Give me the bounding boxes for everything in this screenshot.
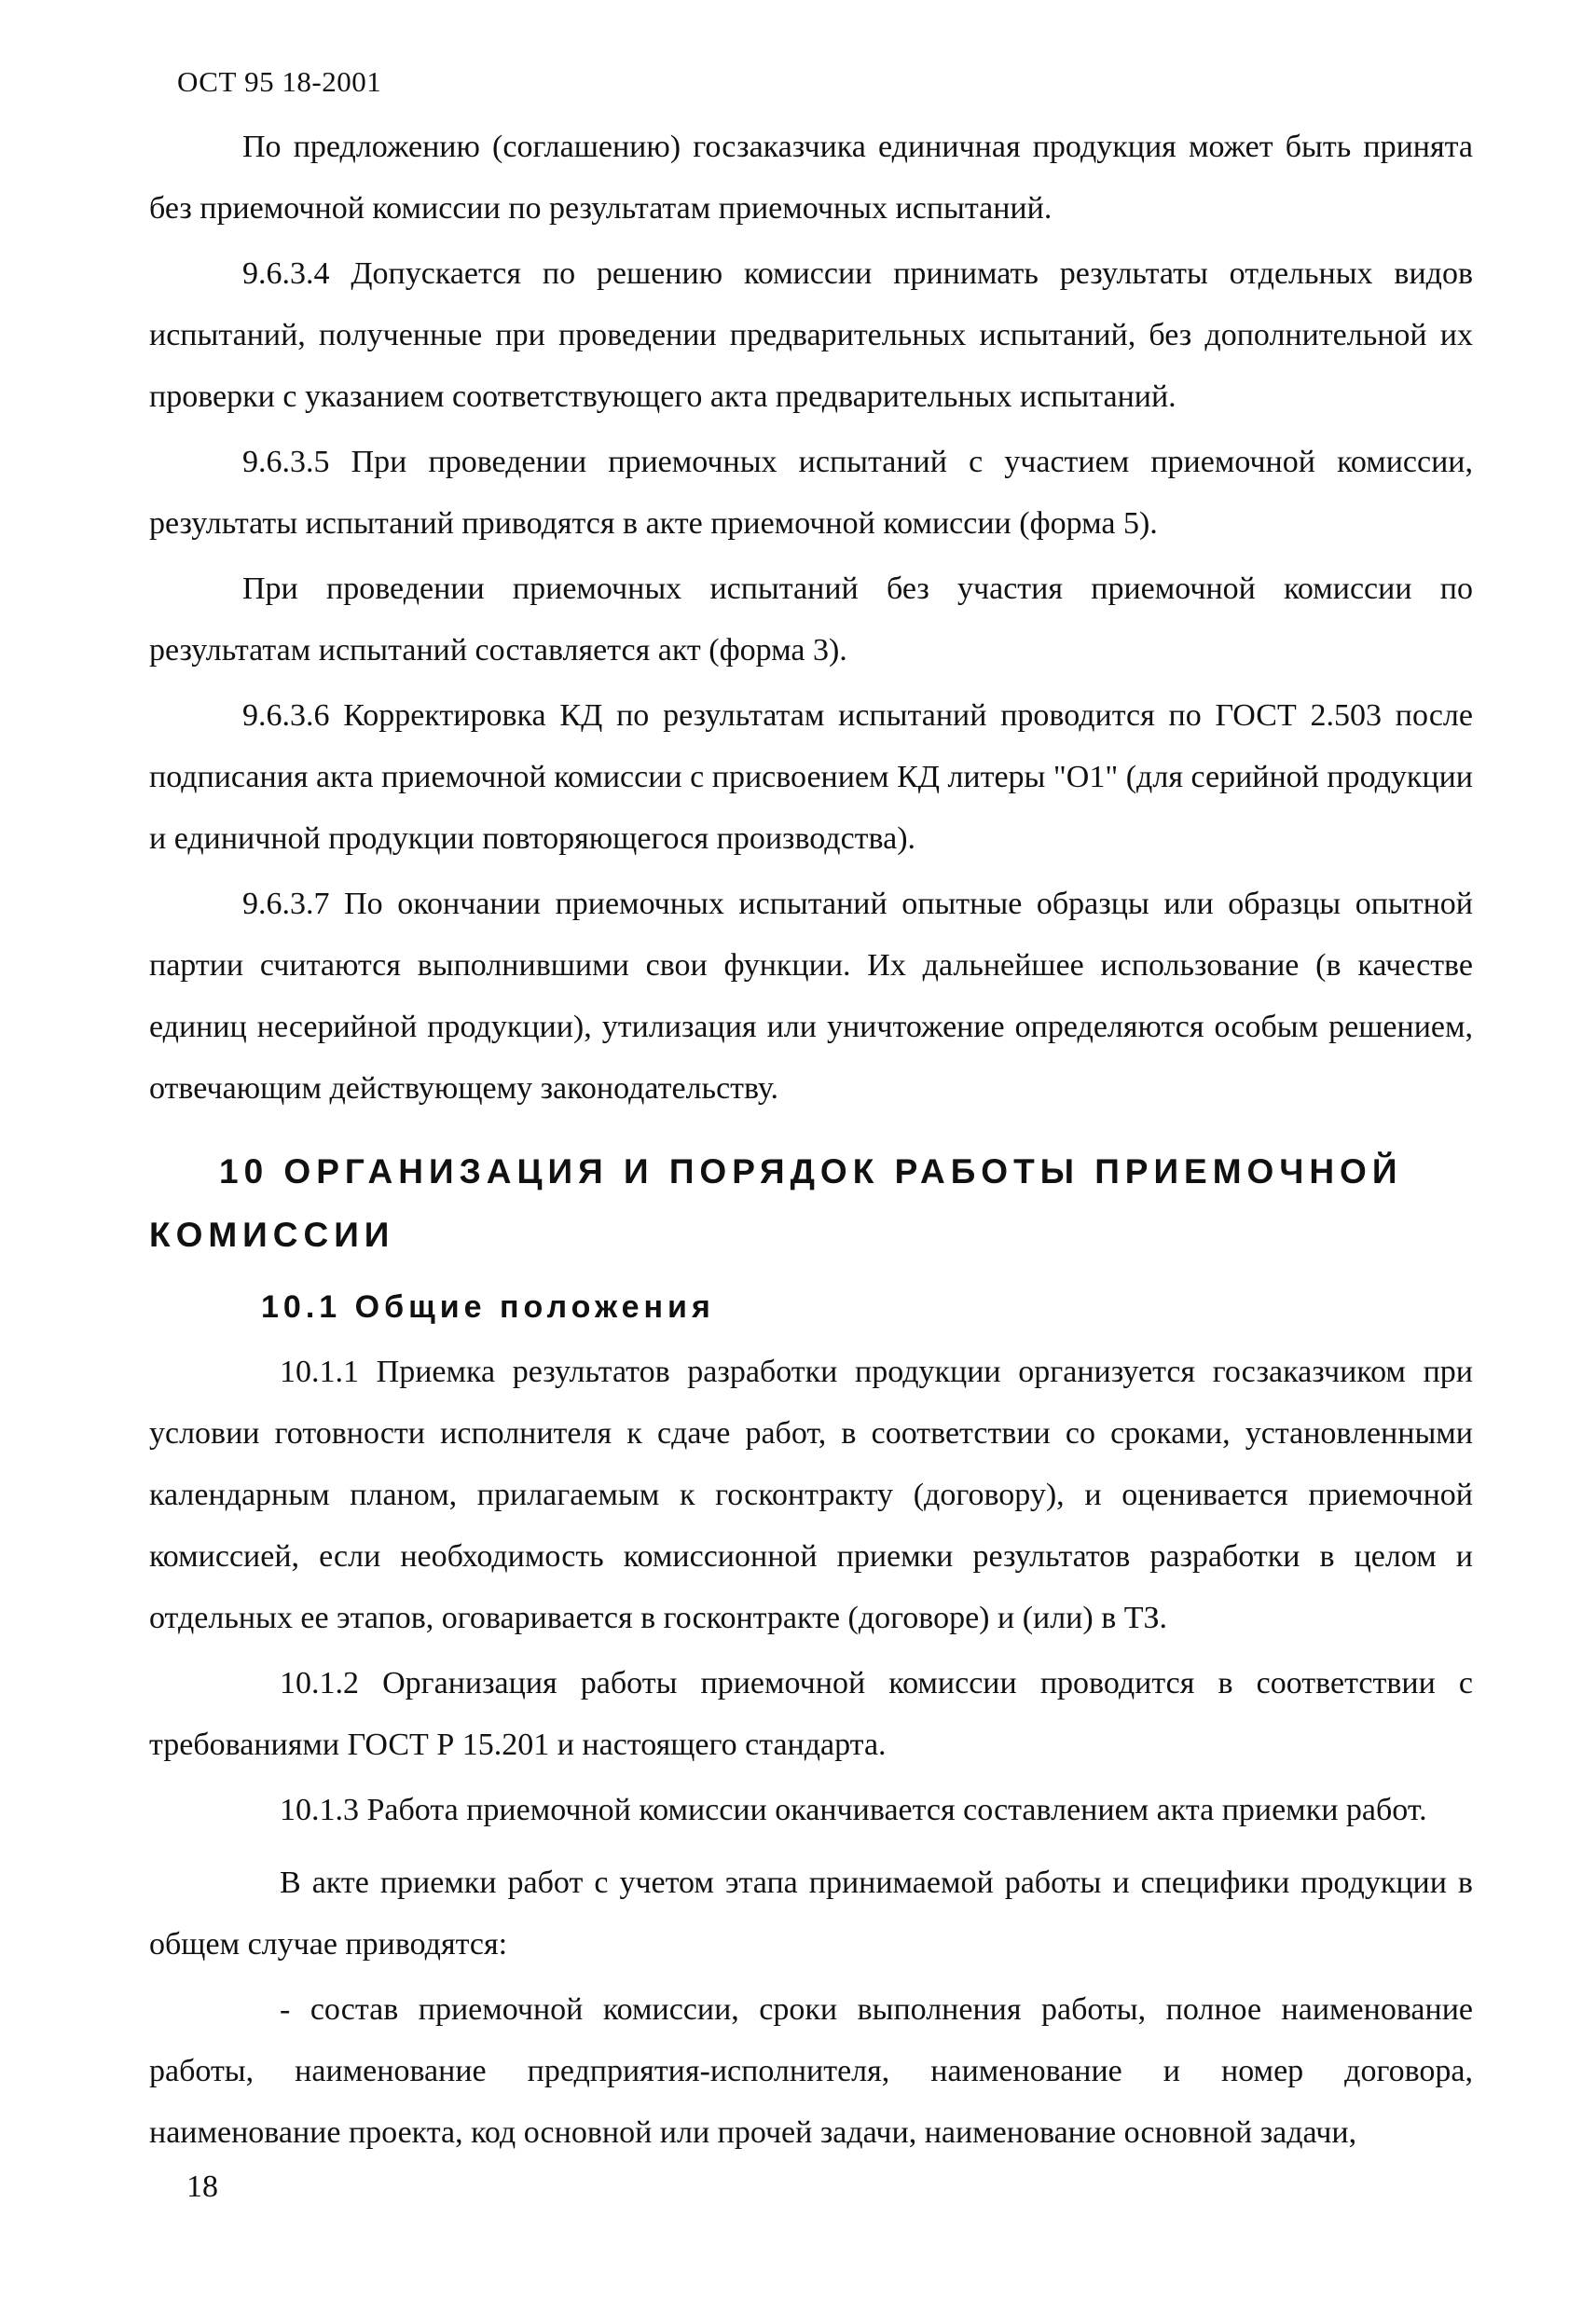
- document-body: [149, 117, 1473, 2164]
- paragraph-9-6-3-7: 9.6.3.7 По окончании приемочных испытаний опытные образцы или образцы опытной партии считаются выполнившими свои функции. Их дальнейшее использование (в качестве единиц несерийной продукции), утилизация или уничтожение определяются особым решением, отвечающим действующему законодательству.: [149, 887, 1473, 1106]
- subsection-heading: 10.1 Общие положения: [261, 1289, 715, 1325]
- section-heading: 10 ОРГАНИЗАЦИЯ И ПОРЯДОК РАБОТЫ ПРИЕМОЧНОЙ КОМИССИИ: [149, 1152, 1403, 1254]
- paragraph-9-6-3-4: 9.6.3.4 Допускается по решению комиссии принимать результаты отдельных видов испытаний, полученные при проведении предварительных испытаний, без дополнительной их проверки с указанием соответствующего акта предварительных испытаний.: [149, 256, 1473, 414]
- paragraph-10-1-1: 10.1.1 Приемка результатов разработки продукции организуется госзаказчиком при условии готовности исполнителя к сдаче работ, в соответствии со сроками, установленными календарным планом, прилагаемым к госконтракту (договору), и оценивается приемочной комиссией, если необходимость комиссионной приемки результатов разработки в целом и отдельных ее этапов, оговаривается в госконтракте (договоре) и (или) в ТЗ.: [149, 1355, 1473, 1635]
- paragraph-single-product-acceptance: По предложению (соглашению) госзаказчика единичная продукция может быть принята без приемочной комиссии по результатам приемочных испытаний.: [149, 130, 1473, 226]
- paragraph-9-6-3-5: 9.6.3.5 При проведении приемочных испытаний с участием приемочной комиссии, результаты испытаний приводятся в акте приемочной комиссии (форма 5).: [149, 445, 1473, 541]
- paragraph-10-1-2: 10.1.2 Организация работы приемочной комиссии проводится в соответствии с требованиями ГОСТ Р 15.201 и настоящего стандарта.: [149, 1666, 1473, 1762]
- paragraph-10-1-3: 10.1.3 Работа приемочной комиссии оканчивается составлением акта приемки работ.: [280, 1793, 1427, 1827]
- paragraph-acceptance-act-contents: В акте приемки работ с учетом этапа принимаемой работы и специфики продукции в общем случае приводятся:: [149, 1866, 1473, 1962]
- document-code-header: ОСТ 95 18-2001: [177, 65, 382, 98]
- paragraph-tests-without-commission: При проведении приемочных испытаний без участия приемочной комиссии по результатам испытаний составляется акт (форма 3).: [149, 571, 1473, 668]
- page-number: 18: [186, 2169, 218, 2204]
- list-item-commission-composition: - состав приемочной комиссии, сроки выполнения работы, полное наименование работы, наименование предприятия-исполнителя, наименование и номер договора, наименование проекта, код основной или прочей задачи, наименование основной задачи,: [149, 1992, 1473, 2150]
- paragraph-9-6-3-6: 9.6.3.6 Корректировка КД по результатам испытаний проводится по ГОСТ 2.503 после подписания акта приемочной комиссии с присвоением КД литеры "О1" (для серийной продукции и единичной продукции повторяющегося производства).: [149, 698, 1473, 856]
